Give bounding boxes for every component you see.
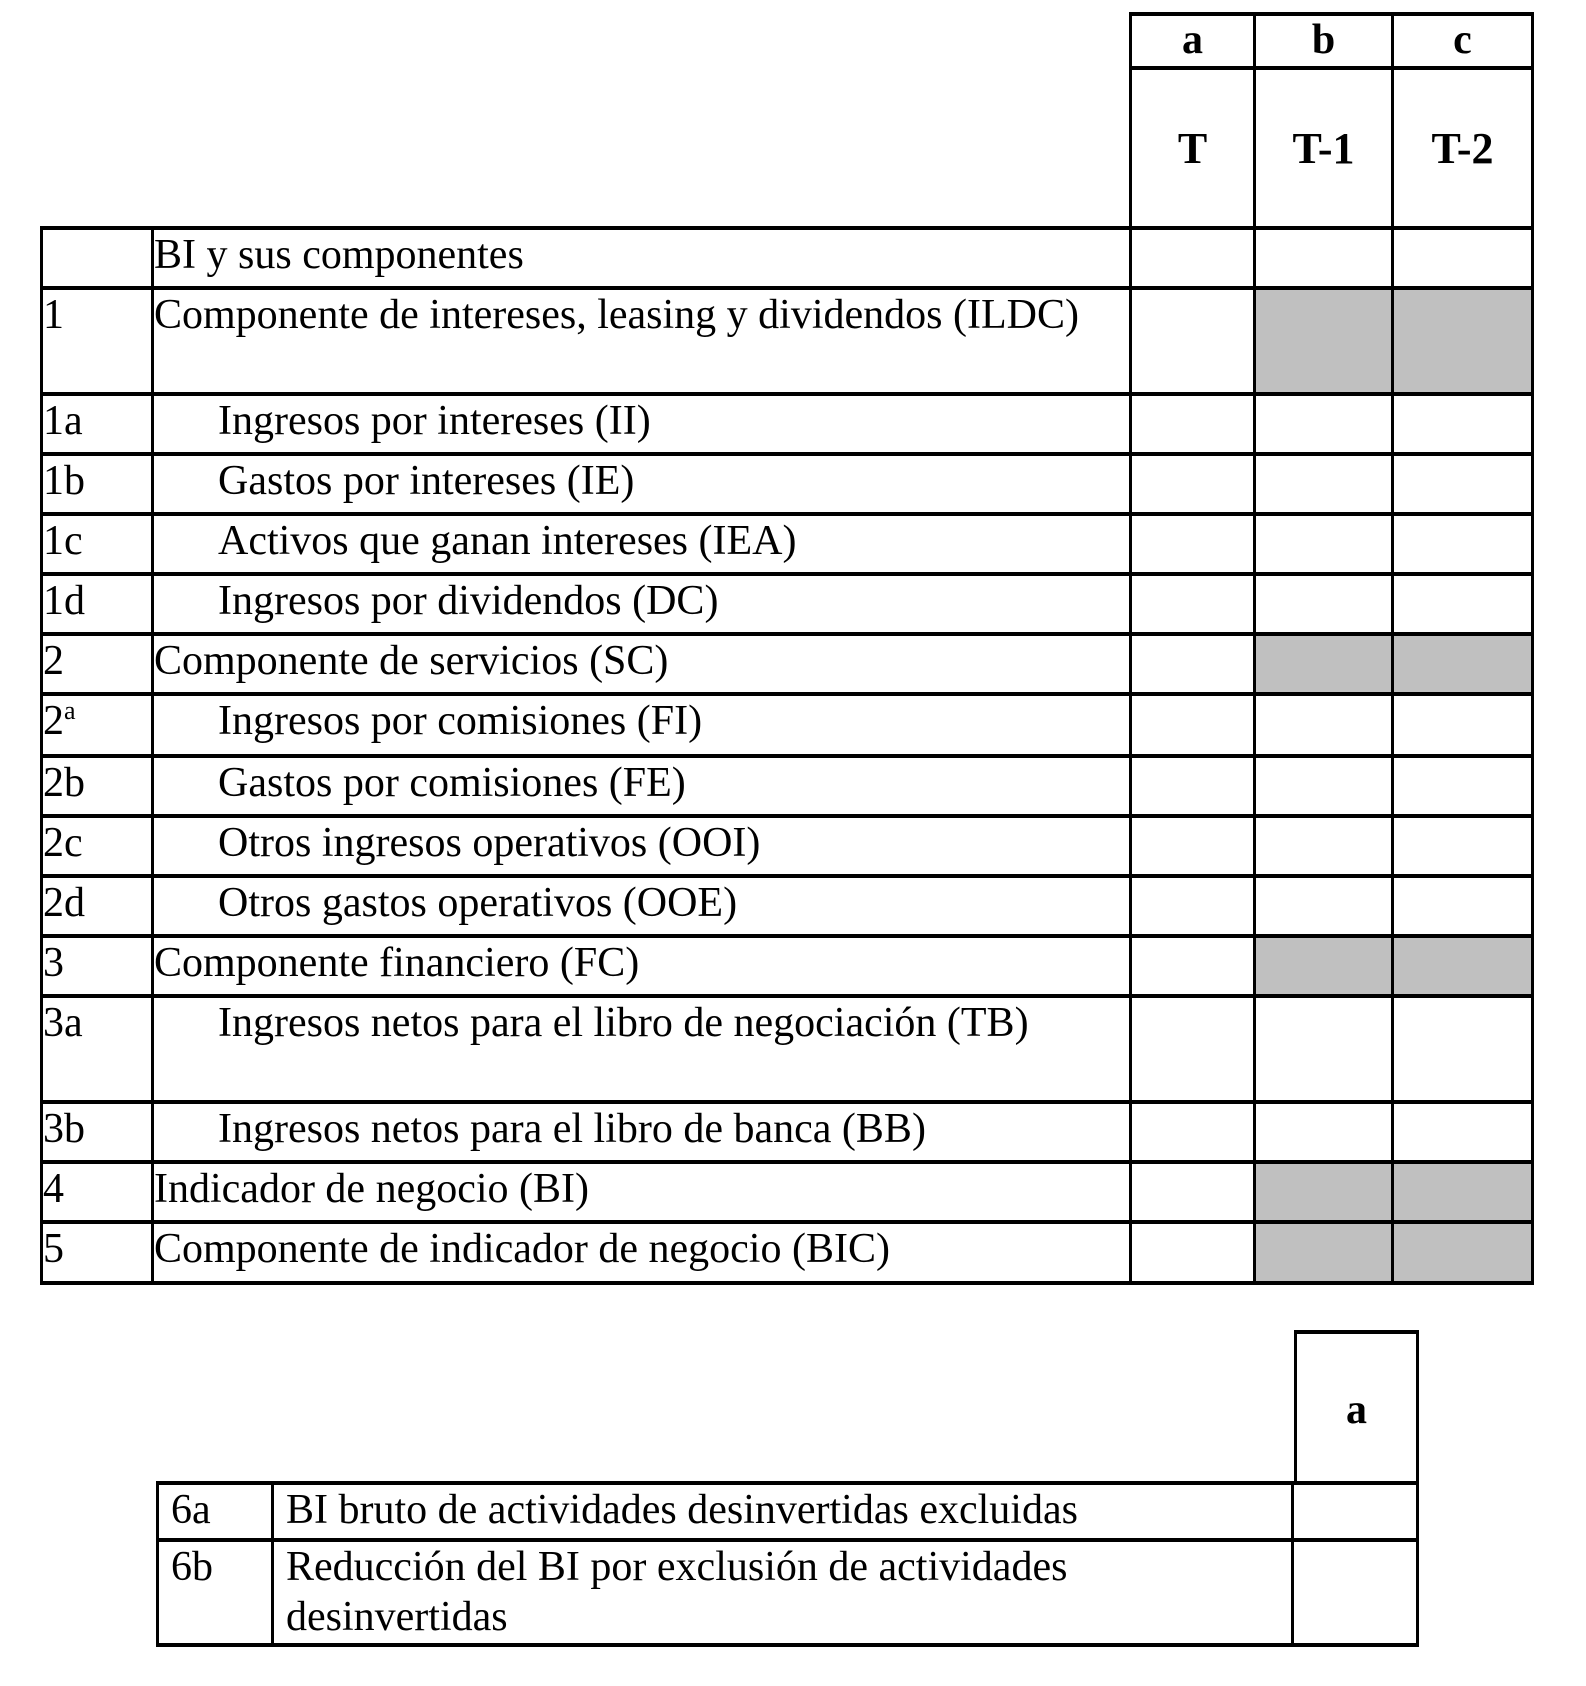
row-label-cell: Activos que ganan intereses (IEA)	[154, 516, 1132, 576]
period-t: T	[1132, 70, 1256, 230]
table-row-1d	[43, 576, 1534, 636]
table-row-1a	[43, 396, 1534, 456]
value-cell-b	[1256, 1104, 1394, 1164]
value-cell-a	[1132, 696, 1256, 758]
table-row-2c	[43, 818, 1534, 878]
row-number-cell	[43, 696, 154, 758]
value-cell-b	[1256, 696, 1394, 758]
value-cell-b	[1256, 1164, 1394, 1224]
row-number-cell: 1c	[43, 516, 154, 576]
table-row-3	[43, 938, 1534, 998]
value-cell-c	[1394, 396, 1534, 456]
value-cell-c	[1394, 516, 1534, 576]
row-label-cell: Otros gastos operativos (OOE)	[154, 878, 1132, 938]
value-cell-b	[1256, 878, 1394, 938]
table-row-1b	[43, 456, 1534, 516]
table-row-2b	[43, 758, 1534, 818]
period-t-1: T-1	[1256, 70, 1394, 230]
row-label-cell: Componente financiero (FC)	[154, 938, 1132, 998]
value-cell-c	[1394, 696, 1534, 758]
table-row-2d	[43, 878, 1534, 938]
table-row-3a	[43, 998, 1534, 1104]
column-letter-c: c	[1394, 16, 1534, 70]
row-label-cell: Gastos por comisiones (FE)	[154, 758, 1132, 818]
value-cell-a	[1132, 758, 1256, 818]
table-row-1c	[43, 516, 1534, 576]
value-cell-a	[1132, 878, 1256, 938]
table-row-2a	[43, 696, 1534, 758]
value-cell-c	[1394, 290, 1534, 396]
table-row-2	[43, 636, 1534, 696]
row-label-cell: BI bruto de actividades desinvertidas excluidas	[274, 1485, 1294, 1542]
value-cell-b	[1256, 516, 1394, 576]
row-number-cell: 2c	[43, 818, 154, 878]
value-cell-b	[1256, 230, 1394, 290]
row-number-cell: 2b	[43, 758, 154, 818]
value-cell-a	[1132, 938, 1256, 998]
value-cell-c	[1394, 456, 1534, 516]
row-label-cell: Ingresos por intereses (II)	[154, 396, 1132, 456]
value-cell-a	[1132, 396, 1256, 456]
value-cell-b	[1256, 396, 1394, 456]
row-number-cell: 2d	[43, 878, 154, 938]
row-label-cell: Componente de intereses, leasing y dividendos (ILDC)	[154, 290, 1132, 396]
value-cell-c	[1394, 230, 1534, 290]
value-cell-a	[1132, 456, 1256, 516]
table-row-bi-header	[43, 230, 1534, 290]
row-number-cell: 1d	[43, 576, 154, 636]
row-number-superscript: a	[64, 696, 76, 725]
value-cell-b	[1256, 818, 1394, 878]
value-cell-a	[1132, 1224, 1256, 1285]
table-row-3b	[43, 1104, 1534, 1164]
row-label-cell: Ingresos netos para el libro de banca (BB)	[154, 1104, 1132, 1164]
row-label-cell: Otros ingresos operativos (OOI)	[154, 818, 1132, 878]
value-cell-c	[1394, 998, 1534, 1104]
row-label-cell: Ingresos netos para el libro de negociación (TB)	[154, 998, 1132, 1104]
row-label-cell: Reducción del BI por exclusión de actividades desinvertidas	[274, 1542, 1294, 1647]
value-cell-c	[1394, 938, 1534, 998]
value-cell-c	[1394, 878, 1534, 938]
value-cell-c	[1394, 576, 1534, 636]
periods-header-table	[1129, 12, 1534, 230]
value-cell-a	[1132, 516, 1256, 576]
value-cell-a	[1132, 290, 1256, 396]
value-cell-b	[1256, 576, 1394, 636]
value-cell-b	[1256, 1224, 1394, 1285]
value-cell-b	[1256, 636, 1394, 696]
row-number-cell: 3	[43, 938, 154, 998]
value-cell-c	[1394, 636, 1534, 696]
value-cell-a	[1294, 1485, 1419, 1542]
value-cell-c	[1394, 1104, 1534, 1164]
row-number-cell: 1	[43, 290, 154, 396]
value-cell-a	[1132, 1104, 1256, 1164]
row-number-cell	[43, 230, 154, 290]
table-row-6a	[159, 1485, 1419, 1542]
row-number-cell: 6a	[159, 1485, 274, 1542]
row-number-cell: 3b	[43, 1104, 154, 1164]
row-number-cell: 1a	[43, 396, 154, 456]
row-number: 2	[43, 698, 64, 744]
row-label-cell: Ingresos por comisiones (FI)	[154, 696, 1132, 758]
bi-components-table	[40, 226, 1534, 1285]
table-row-4	[43, 1164, 1534, 1224]
value-cell-b	[1256, 290, 1394, 396]
period-row	[1132, 70, 1534, 230]
row-label-cell: Componente de indicador de negocio (BIC)	[154, 1224, 1132, 1285]
value-cell-a	[1132, 576, 1256, 636]
column-letter-a: a	[1132, 16, 1256, 70]
row-label-cell: Componente de servicios (SC)	[154, 636, 1132, 696]
divested-column-letter-a: a	[1294, 1330, 1419, 1485]
table-row-6b	[159, 1542, 1419, 1647]
column-letter-row	[1132, 16, 1534, 70]
value-cell-a	[1132, 636, 1256, 696]
row-number-cell: 3a	[43, 998, 154, 1104]
table-row-1	[43, 290, 1534, 396]
row-number-cell: 5	[43, 1224, 154, 1285]
value-cell-a	[1132, 818, 1256, 878]
table-row-5	[43, 1224, 1534, 1285]
value-cell-c	[1394, 758, 1534, 818]
row-number-cell: 4	[43, 1164, 154, 1224]
row-label-cell: Gastos por intereses (IE)	[154, 456, 1132, 516]
column-letter-b: b	[1256, 16, 1394, 70]
value-cell-a	[1132, 230, 1256, 290]
value-cell-a	[1132, 998, 1256, 1104]
value-cell-b	[1256, 998, 1394, 1104]
value-cell-a	[1294, 1542, 1419, 1647]
value-cell-c	[1394, 1224, 1534, 1285]
row-number-cell: 2	[43, 636, 154, 696]
row-label-cell: BI y sus componentes	[154, 230, 1132, 290]
row-number-cell: 1b	[43, 456, 154, 516]
value-cell-b	[1256, 456, 1394, 516]
divested-activities-table	[156, 1481, 1419, 1647]
row-label-cell: Ingresos por dividendos (DC)	[154, 576, 1132, 636]
row-label-cell: Indicador de negocio (BI)	[154, 1164, 1132, 1224]
value-cell-c	[1394, 818, 1534, 878]
value-cell-b	[1256, 938, 1394, 998]
row-number-cell: 6b	[159, 1542, 274, 1647]
period-t-2: T-2	[1394, 70, 1534, 230]
value-cell-a	[1132, 1164, 1256, 1224]
value-cell-b	[1256, 758, 1394, 818]
value-cell-c	[1394, 1164, 1534, 1224]
